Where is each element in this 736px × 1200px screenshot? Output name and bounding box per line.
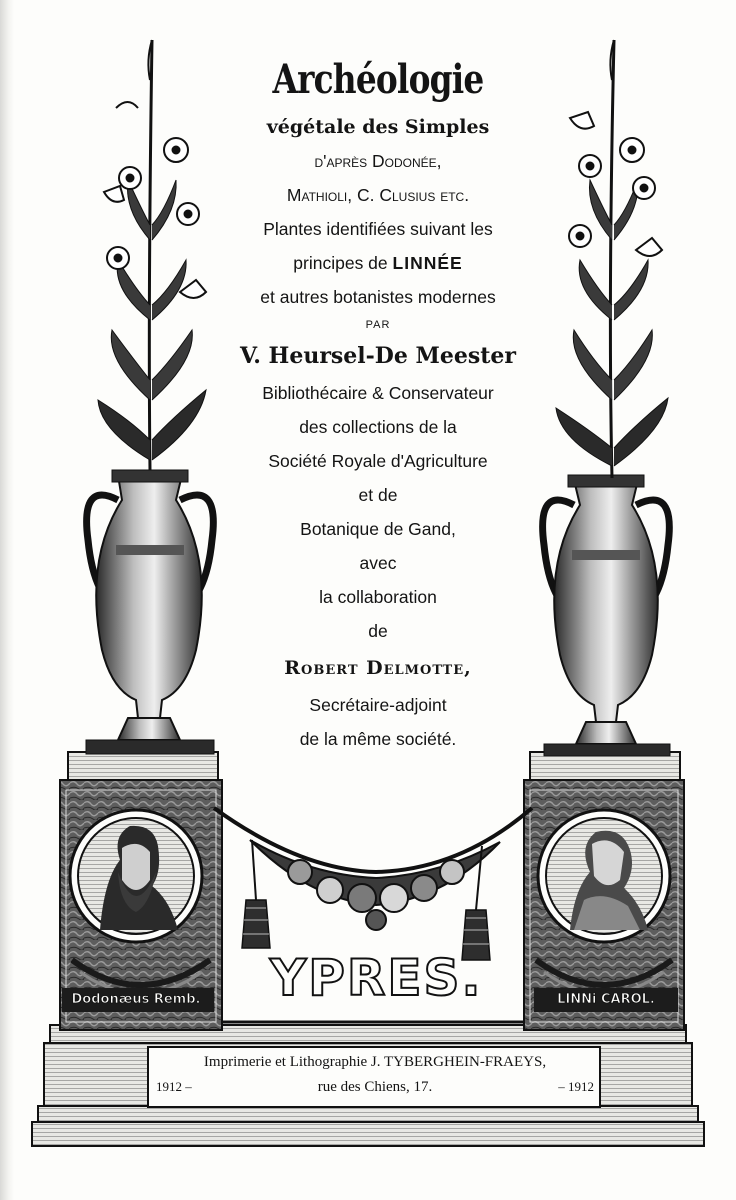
tassel-icon	[242, 840, 270, 948]
subtitle: végétale des Simples	[266, 116, 490, 138]
plaque-right-label: LINNi CAROL.	[557, 992, 655, 1007]
city-name: YPRES.	[270, 949, 483, 1007]
principes-prefix: principes de	[293, 253, 393, 273]
portrait-medallion-icon	[70, 810, 202, 942]
collab-line-2: de la même société.	[299, 729, 457, 749]
urn-icon	[86, 470, 214, 754]
collaborator-name: Robert Delmotte,	[284, 657, 472, 679]
title-block	[228, 50, 528, 756]
title-line-1: d'après Dodonée,	[314, 151, 442, 171]
author-name: V. Heursel-De Meester	[240, 343, 516, 369]
urn-icon	[543, 475, 670, 756]
role-line-6: avec	[359, 553, 397, 573]
linnee-name: LINNÉE	[392, 253, 463, 273]
title-line-3: Plantes identifiées suivant les	[263, 219, 493, 239]
principes-line	[228, 246, 528, 280]
role-line-3: Société Royale d'Agriculture	[268, 451, 488, 471]
role-line-1: Bibliothécaire & Conservateur	[262, 383, 494, 403]
imprint-publisher: Imprimerie et Lithographie J. TYBERGHEIN-FRAEYS,	[203, 1054, 547, 1070]
role-line-8: de	[368, 621, 388, 641]
imprint-address: rue des Chiens, 17.	[317, 1079, 433, 1095]
role-line-2: des collections de la	[299, 417, 457, 437]
imprint-year-left: 1912 –	[156, 1079, 192, 1094]
lily-plant-icon	[556, 40, 668, 478]
imprint-box	[152, 1050, 598, 1106]
plaque-left-label: Dodonæus Remb.	[71, 992, 201, 1007]
collab-line-1: Secrétaire-adjoint	[309, 695, 447, 715]
title-line-2: Mathioli, C. Clusius etc.	[286, 185, 470, 205]
imprint-address-row	[152, 1074, 598, 1100]
role-line-4: et de	[358, 485, 398, 505]
role-line-7: la collaboration	[319, 587, 437, 607]
title-line-after: et autres botanistes modernes	[260, 287, 496, 307]
main-title: Archéologie	[272, 56, 484, 103]
lily-plant-icon	[98, 40, 206, 470]
role-line-5: Botanique de Gand,	[300, 519, 456, 539]
imprint-year-right: – 1912	[558, 1079, 594, 1094]
portrait-medallion-icon	[538, 810, 670, 942]
par-label: PAR	[365, 319, 391, 331]
